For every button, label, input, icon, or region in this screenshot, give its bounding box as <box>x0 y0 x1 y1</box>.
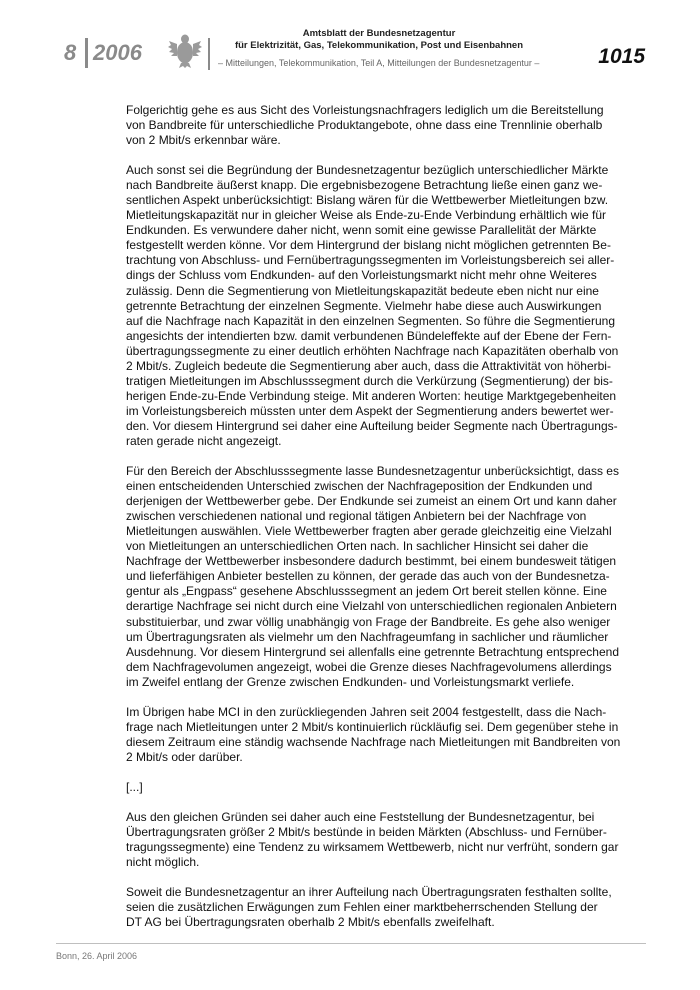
gazette-title <box>214 28 544 52</box>
footer-rule <box>56 943 646 944</box>
text-line: seien die zusätzlichen Erwägungen zum Fehlen einer marktbeherrschenden Stellung der <box>126 900 598 915</box>
gazette-title-line-2: für Elektrizität, Gas, Telekommunikation, Post und Eisenbahnen <box>234 40 524 51</box>
header-divider <box>85 38 88 68</box>
text-line: derartige Nachfrage sei nicht durch eine Vielzahl von unterschiedlichen regionalen Anbietern <box>126 599 617 614</box>
body-paragraph <box>126 163 628 449</box>
text-line: angesichts der intendierten bzw. damit verbundenen Bündeleffekte auf der Ebene der Fern- <box>126 328 612 343</box>
issue-year: 2006 <box>93 40 142 65</box>
text-line: nach Bandbreite äußerst knapp. Die ergebnisbezogene Betrachtung ließe einen ganz we- <box>126 178 603 193</box>
text-line: Mietleitungen auswählen. Viele Wettbewerber fragten aber gerade gleichzeitig eine Vielzahl <box>126 524 612 539</box>
gazette-title-line-1: Amtsblatt der Bundesnetzagentur <box>302 28 456 39</box>
text-line: von 2 Mbit/s erkennbar wäre. <box>126 133 281 148</box>
text-line: den. Vor diesem Hintergrund sei daher eine Aufteilung beider Segmente nach Übertragungs- <box>126 418 618 433</box>
issue-number: 8 <box>64 40 77 65</box>
text-line: festgestellt werden könne. Vor dem Hintergrund der bislang nicht möglichen getrennten Be- <box>126 238 611 253</box>
text-line: gentur als „Engpass“ gesehene Abschlusssegment an jedem Ort bereit stellen könne. Eine <box>126 584 607 599</box>
text-line: und lieferfähigen Anbieter bestellen zu können, der gerade das auch von der Bundesnetza- <box>126 569 610 584</box>
text-line: [...] <box>126 779 143 794</box>
text-line: im Zweifel entlang der Grenze zwischen Endkunden- und Vorleistungsmarkt verliefe. <box>126 674 575 689</box>
text-line: nicht möglich. <box>126 855 200 870</box>
text-line: Ausdehnung. Vor diesem Hintergrund sei allenfalls eine getrennte Betrachtung entsprechend <box>126 644 619 659</box>
text-line: Für den Bereich der Abschlusssegmente lasse Bundesnetzagentur unberücksichtigt, dass es <box>126 464 619 479</box>
text-line: Nachfrage der Wettbewerber insbesondere dadurch bestimmt, bei einem bundesweit tätigen <box>126 554 617 569</box>
text-line: Auch sonst sei die Begründung der Bundesnetzagentur bezüglich unterschiedlicher Märkte <box>126 163 609 178</box>
page-number: 1015 <box>598 45 645 68</box>
text-line: Mietleitungskapazität nur in gleicher Weise als Ende-zu-Ende Verbindung erhältlich wie für <box>126 208 607 223</box>
text-line: dem Nachfragevolumen angezeigt, wobei die Grenze dieses Nachfragevolumens allerdings <box>126 659 612 674</box>
text-line: einen entscheidenden Unterschied zwischen der Nachfrageposition der Endkunden und <box>126 479 593 494</box>
text-line: frage nach Mietleitungen unter 2 Mbit/s kontinuierlich rückläufig sei. Dem gegenüber stehe in <box>126 719 619 734</box>
document-body <box>126 103 628 945</box>
text-line: DT AG bei Übertragungsraten oberhalb 2 Mbit/s ebenfalls zweifelhaft. <box>126 915 495 930</box>
text-line: im Vorleistungsbereich müssten unter dem Aspekt der Segmentierung anders bewertet wer- <box>126 403 614 418</box>
header-divider-right <box>208 38 210 70</box>
text-line: 2 Mbit/s. Zugleich bedeute die Segmentierung aber auch, dass die Attraktivität von höherbi- <box>126 358 611 373</box>
text-line: substituierbar, und zwar völlig unabhängig von Frage der Bandbreite. Es gehe also weniger <box>126 614 611 629</box>
text-line: Folgerichtig gehe es aus Sicht des Vorleistungsnachfragers lediglich um die Bereitstellung <box>126 103 604 117</box>
text-line: um Übertragungsraten als vielmehr um den Nachfrageumfang in sachlicher und räumlicher <box>126 629 609 644</box>
text-line: trachtung von Abschluss- und Fernübertragungssegmenten im Vorleistungsbereich sei aller- <box>126 253 615 268</box>
gazette-subtitle: – Mitteilungen, Telekommunikation, Teil A, Mitteilungen der Bundesnetzagentur – <box>218 58 540 68</box>
body-paragraph <box>126 464 628 690</box>
text-line: 2 Mbit/s oder darüber. <box>126 749 243 764</box>
body-paragraph <box>126 885 628 930</box>
text-line: diesem Zeitraum eine ständig wachsende Nachfrage nach Mietleitungen mit Bandbreiten von <box>126 734 621 749</box>
body-paragraph <box>126 103 628 148</box>
text-line: Endkunden. Es verwundere daher nicht, wenn somit eine gewisse Parallelität der Märkte <box>126 223 597 238</box>
text-line: auf die Nachfrage nach Kapazität in den einzelnen Segmenten. So führe die Segmentierung <box>126 313 615 328</box>
text-line: Im Übrigen habe MCI in den zurückliegenden Jahren seit 2004 festgestellt, dass die Nach- <box>126 704 607 719</box>
text-line: tratigen Mietleitungen im Abschlusssegment durch die Verkürzung (Segmentierung) der bis- <box>126 373 613 388</box>
text-line: derjenigen der Wettbewerber gebe. Der Endkunde sei zumeist an einem Ort und kann daher <box>126 494 617 509</box>
text-line: tragungssegmente) eine Tendenz zu wirksamem Wettbewerb, nicht nur verfrüht, sondern gar <box>126 840 619 855</box>
text-line: dings der Schluss vom Endkunden- auf den Vorleistungsmarkt nicht mehr ohne Weiteres <box>126 268 597 283</box>
text-line: Übertragungsraten größer 2 Mbit/s bestünde in beiden Märkten (Abschluss- und Fernüber- <box>126 825 607 840</box>
text-line: zulässig. Denn die Segmentierung von Mietleitungskapazität bedeute eben nicht nur eine <box>126 283 599 298</box>
body-paragraph <box>126 705 628 765</box>
text-line: Soweit die Bundesnetzagentur an ihrer Aufteilung nach Übertragungsraten festhalten sollte, <box>126 885 612 900</box>
footer-place-date: Bonn, 26. April 2006 <box>56 951 138 961</box>
text-line: Aus den gleichen Gründen sei daher auch eine Feststellung der Bundesnetzagentur, bei <box>126 809 595 824</box>
text-line: sentlichen Aspekt unberücksichtigt: Bislang wären für die Wettbewerber Mietleitungen bzw. <box>126 193 609 208</box>
federal-eagle-icon <box>168 32 202 68</box>
text-line: raten gerade nicht angezeigt. <box>126 433 282 448</box>
text-line: getrennte Betrachtung der einzelnen Segmente. Vielmehr habe diese auch Auswirkungen <box>126 298 602 313</box>
text-line: herigen Ende-zu-Ende Verbindung steige. Mit anderen Worten: heutige Marktgegebenheiten <box>126 388 617 403</box>
text-line: von Mietleitungen an unterschiedlichen Orten nach. In sachlicher Hinsicht sei daher die <box>126 539 589 554</box>
text-line: von Bandbreite für unterschiedliche Produktangebote, ohne dass eine Trennlinie oberhalb <box>126 118 603 133</box>
body-paragraph <box>126 810 628 870</box>
text-line: zwischen verschiedenen national und regional tätigen Anbietern bei der Nachfrage von <box>126 509 587 524</box>
text-line: übertragungssegmente zu einer deutlich erhöhten Nachfrage nach Kapazitäten oberhalb von <box>126 343 619 358</box>
body-paragraph <box>126 780 628 795</box>
page-header <box>0 0 700 90</box>
